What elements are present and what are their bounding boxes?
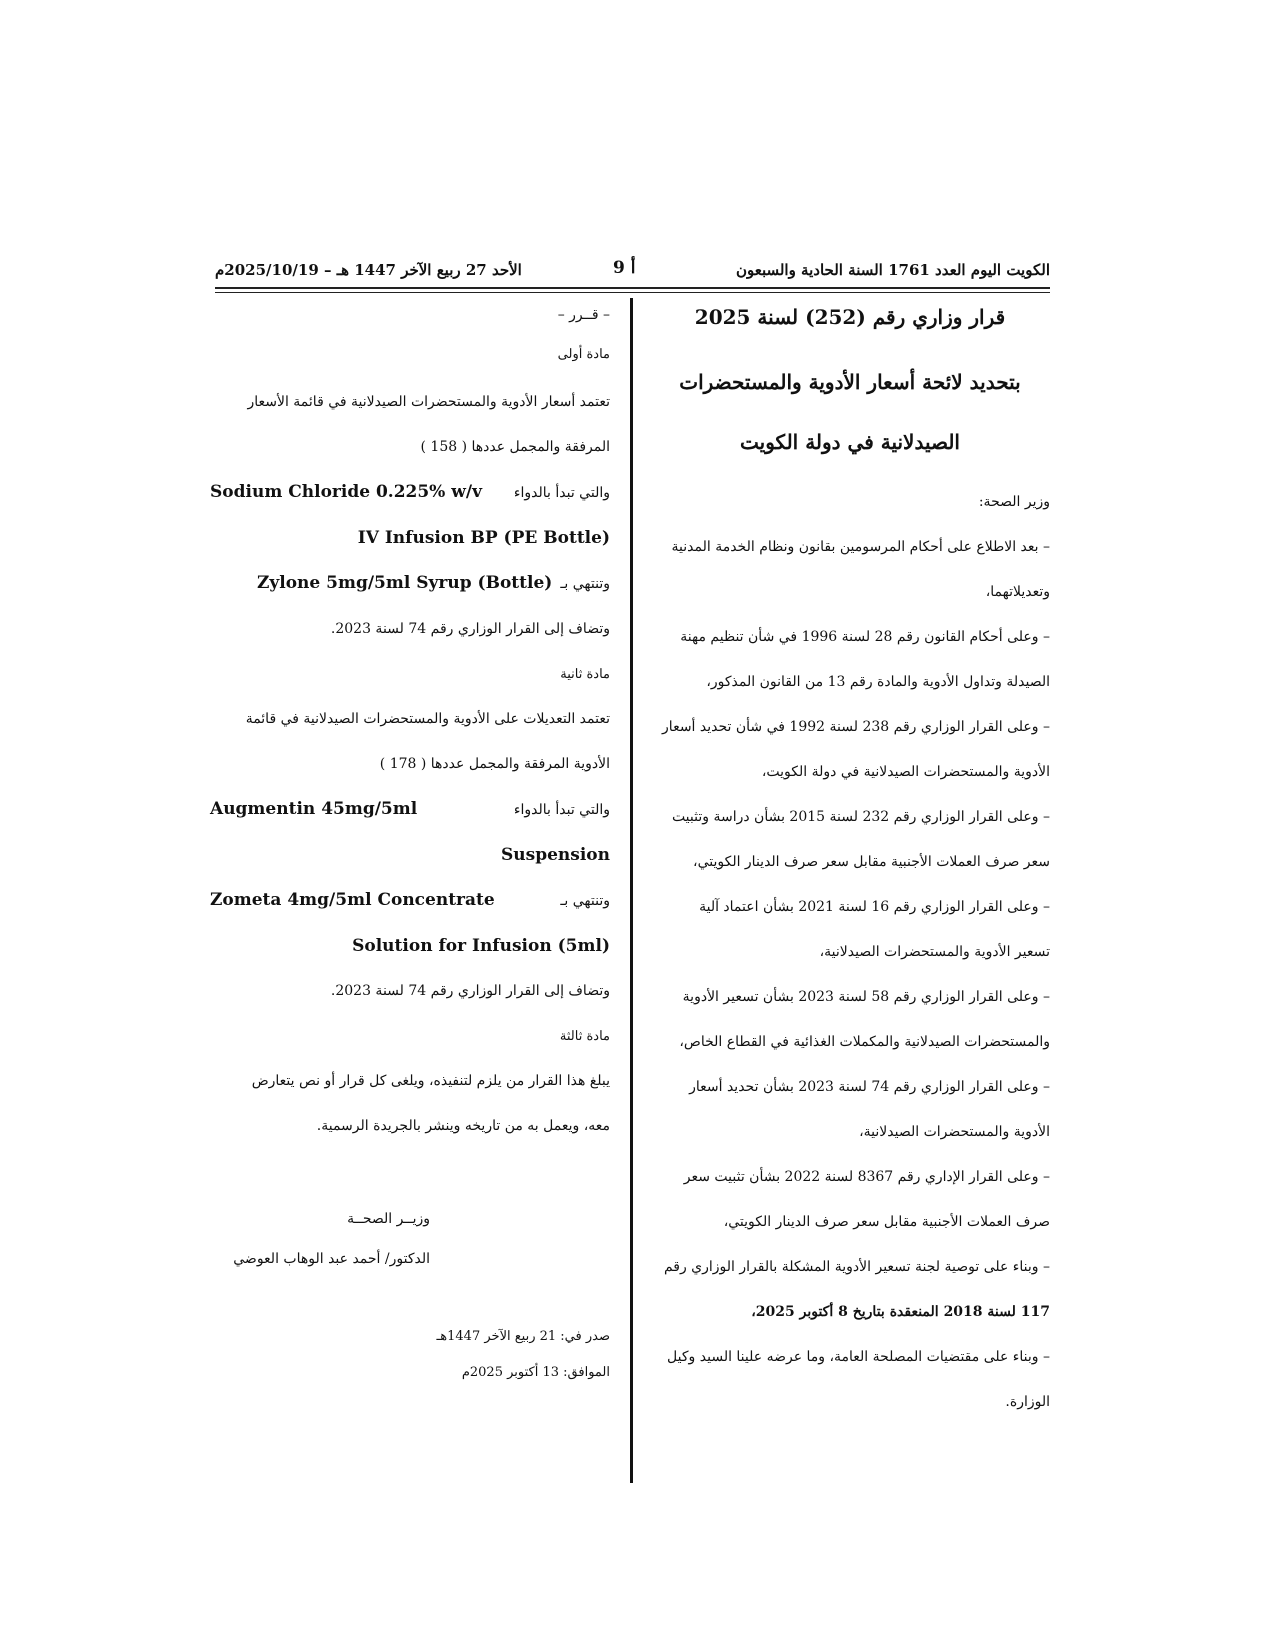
header-issue: الكويت اليوم العدد 1761 السنة الحادية والسبعون — [735, 261, 1050, 279]
issue-date-hijri: صدر في: 21 ربيع الآخر 1447هـ — [436, 1329, 610, 1344]
preamble-line: الأدوية والمستحضرات الصيدلانية، — [859, 1124, 1050, 1140]
article-1-end-drug: Zylone 5mg/5ml Syrup (Bottle) — [256, 573, 553, 593]
signature-title: وزيــر الصحــة — [347, 1211, 430, 1227]
signature-name: الدكتور/ أحمد عبد الوهاب العوضي — [233, 1251, 430, 1267]
preamble-line: – وعلى القرار الوزاري رقم 238 لسنة 1992 في شأن تحديد أسعار — [662, 719, 1050, 735]
article-2-start-drug: Augmentin 45mg/5ml — [210, 799, 418, 819]
right-column — [650, 300, 1050, 1425]
preamble-line: صرف العملات الأجنبية مقابل سعر صرف الدينار الكويتي، — [723, 1214, 1050, 1230]
article-1-start — [210, 470, 610, 516]
preamble-line: – وبناء على توصية لجنة تسعير الأدوية المشكلة بالقرار الوزاري رقم — [663, 1259, 1050, 1275]
decision-heading: – قــرر – — [557, 307, 610, 323]
article-2-text: الأدوية المرفقة والمجمل عددها ( 178 ) — [379, 756, 610, 772]
article-2-heading: مادة ثانية — [560, 667, 610, 682]
article-3-heading: مادة ثالثة — [559, 1029, 610, 1044]
article-1-end — [210, 561, 610, 607]
preamble-line: – بعد الاطلاع على أحكام المرسومين بقانون ونظام الخدمة المدنية — [671, 539, 1050, 555]
header-date: الأحد 27 ربيع الآخر 1447 هـ – 2025/10/19م — [215, 261, 522, 279]
preamble-line: والمستحضرات الصيدلانية والمكملات الغذائية في القطاع الخاص، — [679, 1034, 1050, 1050]
preamble-line: وتعديلاتهما، — [985, 584, 1050, 600]
preamble-line: – وبناء على مقتضيات المصلحة العامة، وما عرضه علينا السيد وكيل — [667, 1349, 1050, 1365]
column-divider — [630, 298, 633, 1483]
preamble-line: – وعلى القرار الوزاري رقم 232 لسنة 2015 بشأن دراسة وتثبيت — [671, 809, 1050, 825]
decree-title: قرار وزاري رقم (252) لسنة 2025 — [694, 305, 1006, 329]
article-1-text: تعتمد أسعار الأدوية والمستحضرات الصيدلانية في قائمة الأسعار — [247, 394, 610, 410]
preamble-line: – وعلى أحكام القانون رقم 28 لسنة 1996 في شأن تنظيم مهنة — [680, 629, 1050, 645]
article-1-addition: وتضاف إلى القرار الوزاري رقم 74 لسنة 2023. — [330, 621, 610, 637]
article-3-text: يبلغ هذا القرار من يلزم لتنفيذه، ويلغى كل قرار أو نص يتعارض — [251, 1073, 610, 1089]
article-1-heading: مادة أولى — [557, 347, 610, 362]
preamble-line: – وعلى القرار الوزاري رقم 58 لسنة 2023 بشأن تسعير الأدوية — [682, 989, 1050, 1005]
preamble-line: – وعلى القرار الإداري رقم 8367 لسنة 2022 بشأن تثبيت سعر — [683, 1169, 1050, 1185]
article-1-start-drug-cont: IV Infusion BP (PE Bottle) — [357, 528, 610, 548]
decree-subtitle-1: بتحديد لائحة أسعار الأدوية والمستحضرات — [679, 370, 1021, 394]
page-header — [215, 255, 1050, 287]
article-2-end-label: وتنتهي بـ — [560, 893, 610, 909]
article-2-addition: وتضاف إلى القرار الوزاري رقم 74 لسنة 2023. — [330, 983, 610, 999]
article-1-start-label: والتي تبدأ بالدواء — [513, 485, 610, 501]
article-2-start-drug-cont: Suspension — [501, 845, 610, 865]
article-2-start — [210, 787, 610, 833]
article-3-text: معه، ويعمل به من تاريخه وينشر بالجريدة الرسمية. — [316, 1118, 610, 1134]
preamble-line: – وعلى القرار الوزاري رقم 16 لسنة 2021 بشأن اعتماد آلية — [699, 899, 1050, 915]
article-2-end-drug-cont: Solution for Infusion (5ml) — [352, 936, 610, 956]
article-1-start-drug: Sodium Chloride 0.225% w/v — [210, 482, 482, 502]
article-2-end-drug: Zometa 4mg/5ml Concentrate — [210, 890, 495, 910]
left-column — [210, 300, 610, 1391]
article-1-text: المرفقة والمجمل عددها ( 158 ) — [420, 439, 610, 455]
preamble-line: سعر صرف العملات الأجنبية مقابل سعر صرف الدينار الكويتي، — [693, 854, 1050, 870]
decree-subtitle-2: الصيدلانية في دولة الكويت — [740, 430, 960, 454]
header-rule — [215, 287, 1050, 293]
article-2-start-label: والتي تبدأ بالدواء — [513, 802, 610, 818]
minister-line: وزير الصحة: — [978, 494, 1050, 510]
article-1-end-label: وتنتهي بـ — [560, 576, 610, 592]
issue-date-gregorian: الموافق: 13 أكتوبر 2025م — [461, 1365, 610, 1380]
article-2-end — [210, 878, 610, 924]
preamble-line: تسعير الأدوية والمستحضرات الصيدلانية، — [819, 944, 1050, 960]
preamble-line: – وعلى القرار الوزاري رقم 74 لسنة 2023 بشأن تحديد أسعار — [689, 1079, 1050, 1095]
preamble-line: الصيدلة وتداول الأدوية والمادة رقم 13 من القانون المذكور، — [706, 674, 1050, 690]
preamble-line: 117 لسنة 2018 المنعقدة بتاريخ 8 أكتوبر 2025، — [751, 1304, 1050, 1320]
preamble-line: الأدوية والمستحضرات الصيدلانية في دولة الكويت، — [761, 764, 1050, 780]
header-page-number: أ 9 — [613, 258, 636, 278]
preamble-line: الوزارة. — [1005, 1394, 1050, 1410]
article-2-text: تعتمد التعديلات على الأدوية والمستحضرات الصيدلانية في قائمة — [245, 711, 610, 727]
